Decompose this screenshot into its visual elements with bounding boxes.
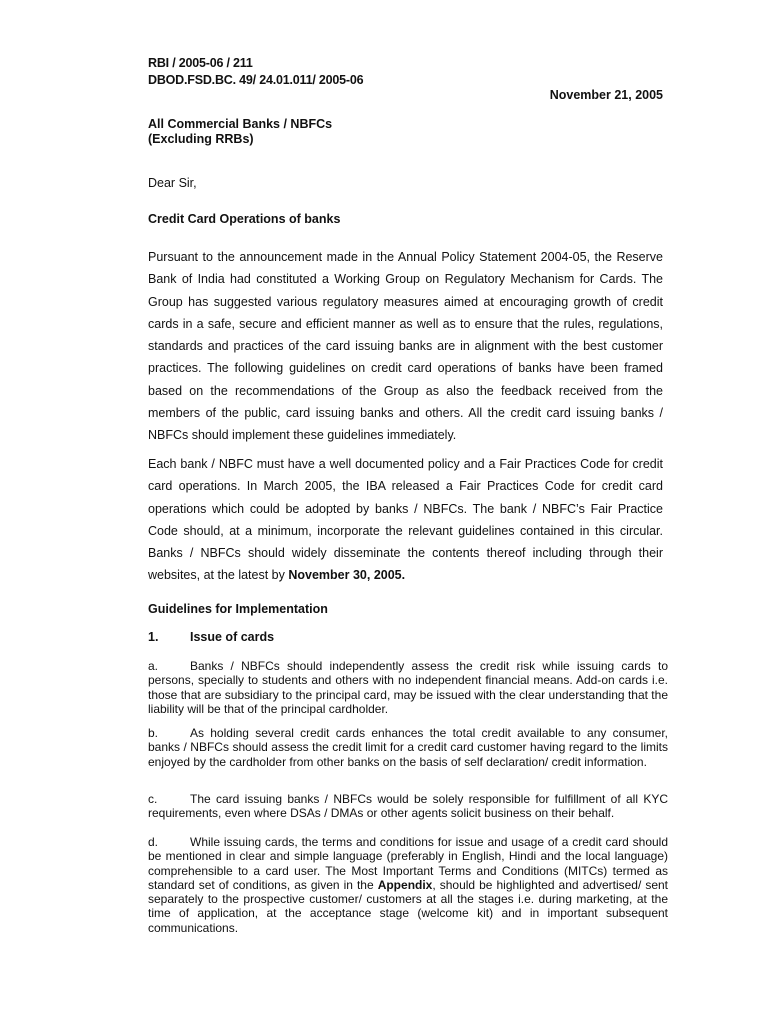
addressee-line: (Excluding RRBs) [148, 132, 254, 146]
item-label: d. [148, 835, 159, 849]
appendix-reference: Appendix [377, 877, 433, 892]
guidelines-heading: Guidelines for Implementation [148, 602, 328, 616]
circular-date: November 21, 2005 [549, 88, 663, 102]
item-text: Banks / NBFCs should independently assess the credit risk while issuing cards to persons, specially to students and others with no independent financial means. Add-on cards i.e. those that are subsidiary to the principal card, may be issued with the clear understanding that the liability will be that of the principal cardholder. [148, 659, 668, 716]
item-text: The card issuing banks / NBFCs would be solely responsible for fulfillment of all KYC requirements, even where DSAs / DMAs or other agents solicit business on their behalf. [148, 792, 668, 821]
list-item [148, 726, 668, 769]
item-label: c. [148, 792, 158, 806]
list-item [148, 835, 668, 935]
circular-reference-number: RBI / 2005-06 / 211 [148, 56, 253, 70]
intro-paragraph: Pursuant to the announcement made in the Annual Policy Statement 2004-05, the Reserve Bank of India had constituted a Working Group on Regulatory Mechanism for Cards. The Group has suggested various regulatory measures aimed at encouraging growth of credit cards in a safe, secure and efficient manner as well as to ensure that the rules, regulations, standards and practices of the card issuing banks are in alignment with the best customer practices. The following guidelines on credit card operations of banks have been framed based on the recommendations of the Group as also the feedback received from the members of the public, card issuing banks and others. All the credit card issuing banks / NBFCs should implement these guidelines immediately. [148, 250, 663, 443]
addressee-line: All Commercial Banks / NBFCs [148, 117, 333, 131]
deadline-date: November 30, 2005. [288, 568, 406, 583]
section-title: Issue of cards [190, 630, 275, 644]
section-number: 1. [148, 630, 159, 644]
item-text: While issuing cards, the terms and conditions for issue and usage of a credit card should be mentioned in clear and simple language (preferably in English, Hindi and the local language) comprehensible to a card user. The Most Important Terms and Conditions (MITCs) termed as standard set of conditions, as given in the [148, 835, 668, 892]
section-heading [148, 630, 274, 644]
salutation: Dear Sir, [148, 176, 197, 190]
list-item [148, 792, 668, 821]
item-label: a. [148, 659, 159, 673]
fair-practices-paragraph [148, 453, 663, 587]
item-text: As holding several credit cards enhances the total credit available to any consumer, banks / NBFCs should assess the credit limit for a credit card customer having regard to the limits enjoyed by the cardholder from other banks on the basis of self declaration/ credit information. [148, 726, 668, 769]
list-item [148, 659, 668, 716]
department-reference-number: DBOD.FSD.BC. 49/ 24.01.011/ 2005-06 [148, 73, 364, 87]
addressee-block [148, 117, 332, 147]
subject-heading: Credit Card Operations of banks [148, 212, 341, 226]
paragraph-text: Each bank / NBFC must have a well documented policy and a Fair Practices Code for credit card operations. In March 2005, the IBA released a Fair Practices Code for credit card operations which could be adopted by banks / NBFCs. The bank / NBFC’s Fair Practice Code should, at a minimum, incorporate the relevant guidelines contained in this circular. Banks / NBFCs should widely disseminate the contents thereof including through their websites, at the latest by [148, 457, 663, 583]
item-text: , should be highlighted and advertised/ sent separately to the prospective customer/ customers at all the stages i.e. during marketing, at the time of application, at the acceptance stage (welcome kit) and in important subsequent communications. [148, 877, 669, 935]
item-label: b. [148, 726, 159, 740]
